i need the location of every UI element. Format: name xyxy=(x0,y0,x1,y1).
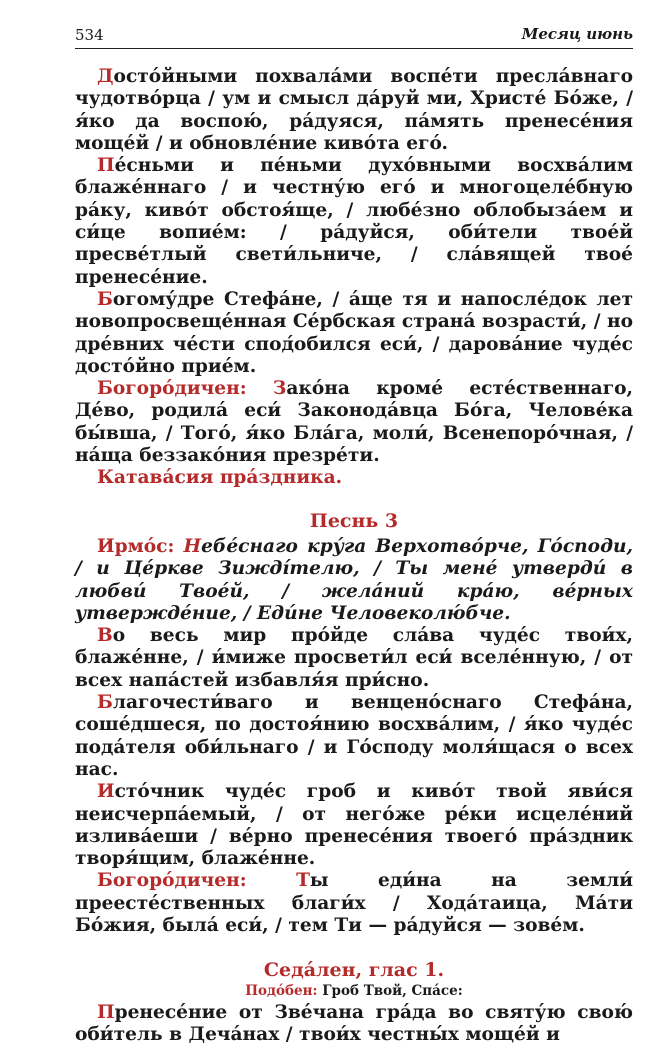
troparion-paragraph xyxy=(75,625,633,692)
podoben-text: Гроб Твой, Спáсе: xyxy=(322,982,463,999)
running-title: Месяц июнь xyxy=(521,25,633,43)
red-initial: Т xyxy=(296,870,310,892)
red-initial: И xyxy=(97,781,115,803)
red-initial: Б xyxy=(97,288,113,310)
podoben-label: Подóбен: xyxy=(245,982,318,999)
page-number: 534 xyxy=(75,26,104,44)
red-initial: В xyxy=(97,625,113,647)
red-initial: Д xyxy=(97,66,114,87)
red-initial: З xyxy=(272,378,287,400)
red-initial: Н xyxy=(183,535,202,557)
troparion-paragraph xyxy=(75,692,633,781)
ode-title: Песнь 3 xyxy=(309,509,399,532)
page-content xyxy=(75,66,633,1046)
theotokion-label: Богорóдичен: xyxy=(97,870,247,892)
troparion-paragraph xyxy=(75,66,633,155)
sedalen-title: Седáлен, глас 1. xyxy=(263,959,445,982)
podoben-line xyxy=(75,982,633,1000)
paragraph-text: ебéснаго кру́га Верхотвóрче, Гóсподи, / и Цéркве Зиждíтелю, / Ты менé утверди́ в любви́ Твоéй, / желáний крáю, вéрных утверждéние, / Еди́не Человеколю́бче. xyxy=(75,535,634,624)
irmos-paragraph xyxy=(75,536,633,625)
troparion-paragraph xyxy=(75,781,633,870)
paragraph-text: огому́дре Стефáне, / áще тя и напослéдок лет новопросвещéнная Сéрбская странá возрасти́, / но дрéвних чéсти спод́обился еси́, / даровáние чудéс достóйно приéм. xyxy=(75,288,633,377)
paragraph-text: éсньми и пéньми духóвными восхвáлим блажéннаго / и честну́ю егó и многоцелéбную рáку, кивóт обстоя́ще, / любéзно облобызáем и си́це вопиéм: / рáдуйся, оби́тели твоéй пресвéтлый свети́льниче, / слáвящей твоé пренесéние. xyxy=(75,155,633,288)
page-header xyxy=(75,22,633,49)
paragraph-text: остóйными похвалáми воспéти преслáвнаго чудотвóрца / ум и смысл дáруй ми, Христé Бóже, / я́ко да воспою́, рáдуяся, пáмять пренесéния мощéй / и обновлéние кивóта егó. xyxy=(75,66,633,154)
troparion-paragraph xyxy=(75,155,633,289)
troparion-paragraph xyxy=(75,289,633,378)
paragraph-text: лагочести́ваго и венценóснаго Стефáна, сошéдшеся, по достоя́нию восхвáлим, / я́ко чудéс подáтеля оби́льнаго / и Гóсподу моля́щася о всех нас. xyxy=(75,692,633,780)
paragraph-text: о весь мир прóйде слáва чудéс твои́х, блажéнне, / и́миже просвети́л еси́ вселéнную, / от всех напáстей избавля́я при́сно. xyxy=(75,625,633,691)
paragraph-text: стóчник чудéс гроб и кивóт твой яви́ся неисчерпáемый, / от негóже рéки исцелéний изливáеши / вéрно пренесéния твоегó прáздник творя́щим, блажéнне. xyxy=(75,781,633,870)
paragraph-text: ы еди́на на земли́ преестéственных благи́х / Ходáтаица, Мáти Бóжия, былá еси́, / тем Ти — рáдуйся — зовéм. xyxy=(75,870,633,936)
paragraph-text: ренесéние от Звéчана грáда во святу́ю свою́ оби́тель в Дечáнах / твои́х честны́х мощéй и xyxy=(75,1001,633,1045)
sedalen-paragraph xyxy=(75,1002,633,1046)
theotokion-label: Богорóдичен: xyxy=(97,378,247,400)
theotokion-paragraph xyxy=(75,870,633,937)
irmos-label: Ирмóс: xyxy=(97,535,175,557)
paragraph-text: акóна кромé естéственнаго, Дéво, родилá еси́ Законодáвца Бóга, Человéка бы́вша, / Тогó, я́ко Блáга, моли́, Всенепорóчная, / нáща беззакóния презрéти. xyxy=(75,378,633,467)
red-initial: П xyxy=(97,1001,115,1023)
red-initial: Б xyxy=(97,692,113,714)
theotokion-paragraph xyxy=(75,378,633,467)
red-initial: П xyxy=(97,155,115,177)
katavasia-rubric: Катавáсия прáздника. xyxy=(97,467,343,489)
